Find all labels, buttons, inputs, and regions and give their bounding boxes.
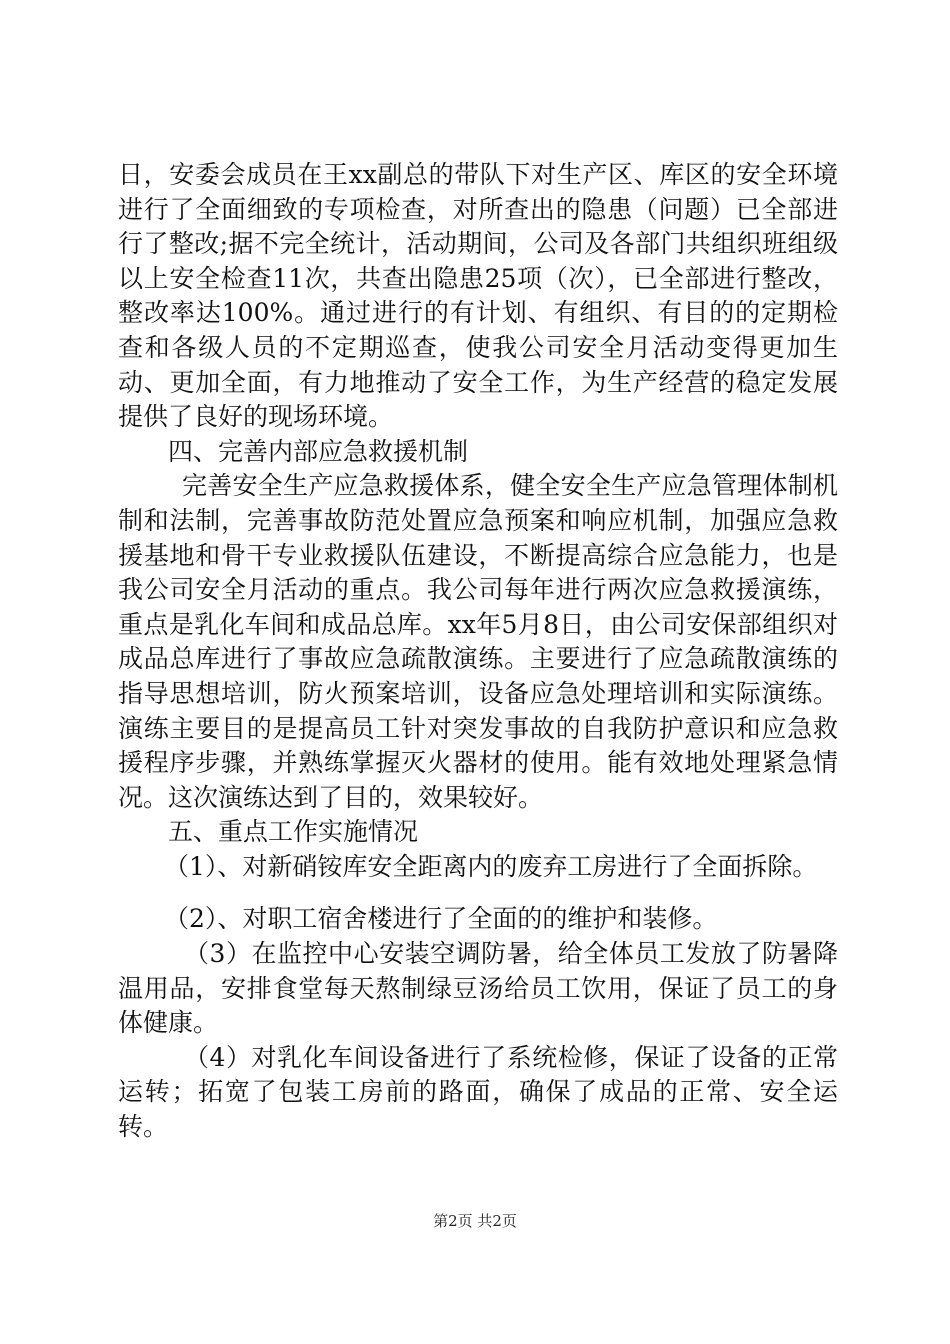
document-body xyxy=(118,158,838,1145)
list-item-4: （4）对乳化车间设备进行了系统检修，保证了设备的正常运转；拓宽了包装工房前的路面，确保了成品的正常、安全运转。 xyxy=(118,1042,838,1142)
paragraph-emergency: 完善安全生产应急救援体系，健全安全生产应急管理体制机制和法制，完善事故防范处置应急预案和响应机制，加强应急救援基地和骨干专业救援队伍建设，不断提高综合应急能力，也是我公司安全月活动的重点。我公司每年进行两次应急救援演练，重点是乳化车间和成品总库。xx年5月8日，由公司安保部组织对成品总库进行了事故应急疏散演练。主要进行了应急疏散演练的指导思想培训，防火预案培训，设备应急处理培训和实际演练。演练主要目的是提高员工针对突发事故的自我防护意识和应急救援程序步骤，并熟练掌握灭火器材的使用。能有效地处理紧急情况。这次演练达到了目的，效果较好。 xyxy=(118,471,838,812)
list-item-2: （2）、对职工宿舍楼进行了全面的的维护和装修。 xyxy=(164,904,718,934)
section-heading-key-work: 五、重点工作实施情况 xyxy=(168,817,419,847)
paragraph-inspection: 日，安委会成员在王xx副总的带队下对生产区、库区的安全环境进行了全面细致的专项检查，对所查出的隐患（问题）已全部进行了整改;据不完全统计，活动期间，公司及各部门共组织班组级以上安全检查11次，共查出隐患25项（次），已全部进行整改，整改率达100%。通过进行的有计划、有组织、有目的的定期检查和各级人员的不定期巡查，使我公司安全月活动变得更加生动、更加全面，有力地推动了安全工作，为生产经营的稳定发展提供了良好的现场环境。 xyxy=(118,160,838,432)
page-footer: 第2页 共2页 xyxy=(433,1212,517,1230)
list-item-3: （3）在监控中心安装空调防暑，给全体员工发放了防暑降温用品，安排食堂每天熬制绿豆汤给员工饮用，保证了员工的身体健康。 xyxy=(118,939,838,1038)
list-item-1: （1）、对新硝铵库安全距离内的废弃工房进行了全面拆除。 xyxy=(164,851,818,881)
section-heading-emergency: 四、完善内部应急救援机制 xyxy=(168,436,469,466)
